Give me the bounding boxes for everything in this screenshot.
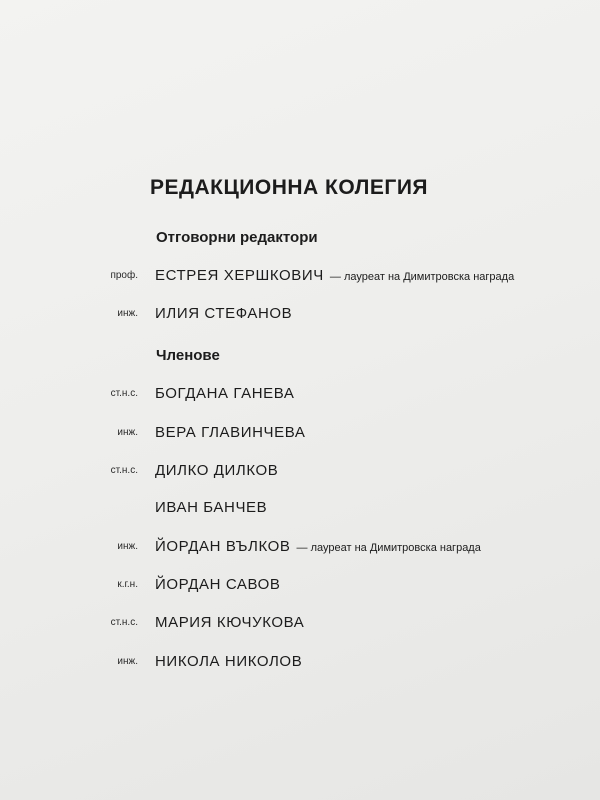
person-name: ИЛИЯ СТЕФАНОВ (155, 305, 293, 322)
section-heading-editors: Отговорни редактори (156, 229, 318, 246)
member-row (0, 653, 600, 675)
title-prefix: ст.н.с. (110, 388, 138, 399)
title-prefix: инж. (117, 427, 138, 438)
member-row (0, 614, 600, 636)
person-name: ВЕРА ГЛАВИНЧЕВА (155, 424, 306, 441)
award-note: — лауреат на Димитровска награда (329, 271, 515, 283)
page-title: РЕДАКЦИОННА КОЛЕГИЯ (150, 176, 429, 199)
section-heading-members: Членове (156, 347, 220, 364)
title-prefix: инж. (117, 656, 138, 667)
editor-row (0, 305, 600, 327)
editor-row (0, 267, 600, 289)
person-name: БОГДАНА ГАНЕВА (155, 385, 295, 402)
award-note: — лауреат на Димитровска награда (296, 542, 481, 554)
member-row (0, 538, 600, 560)
person-name: ЕСТРЕЯ ХЕРШКОВИЧ (155, 267, 324, 284)
member-row (0, 462, 600, 484)
person-name: ДИЛКО ДИЛКОВ (155, 462, 279, 479)
member-row (0, 424, 600, 446)
person-name: ИВАН БАНЧЕВ (155, 499, 268, 516)
member-row (0, 576, 600, 598)
person-name: НИКОЛА НИКОЛОВ (155, 653, 303, 670)
member-row (0, 385, 600, 407)
member-row (0, 499, 600, 521)
title-prefix: инж. (117, 308, 138, 319)
title-prefix: ст.н.с. (110, 617, 138, 628)
title-prefix: инж. (117, 541, 138, 552)
person-name: ЙОРДАН ВЪЛКОВ (155, 538, 291, 555)
title-prefix: проф. (110, 270, 138, 281)
title-prefix: к.г.н. (117, 579, 138, 590)
person-name: МАРИЯ КЮЧУКОВА (155, 614, 305, 631)
title-prefix: ст.н.с. (110, 465, 138, 476)
person-name: ЙОРДАН САВОВ (155, 576, 281, 593)
